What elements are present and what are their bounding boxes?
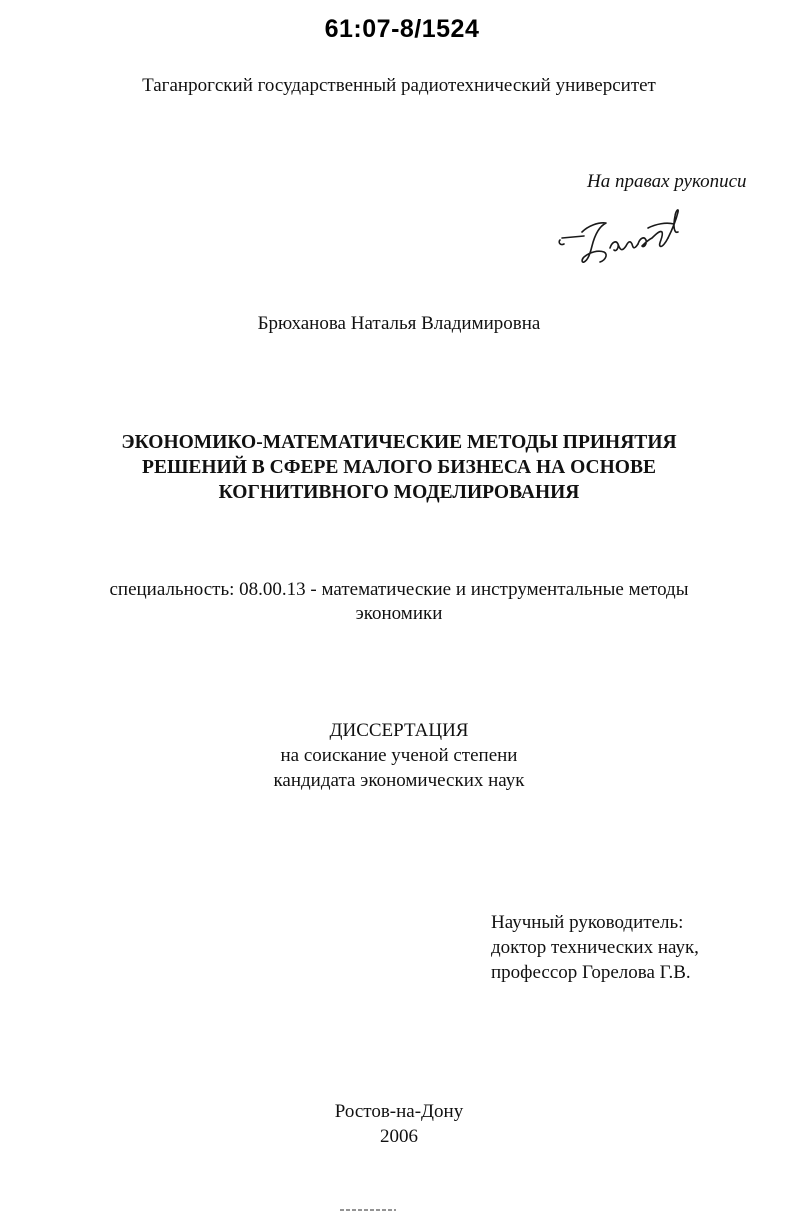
supervisor-label: Научный руководитель: [491,912,684,933]
degree-type: ДИССЕРТАЦИЯ [329,720,469,741]
handwritten-signature [548,200,698,270]
title-line: ЭКОНОМИКО-МАТЕМАТИЧЕСКИЕ МЕТОДЫ ПРИНЯТИЯ [121,432,677,453]
specialty-line: специальность: 08.00.13 - математические и инструментальные методы [109,579,689,600]
supervisor-block [491,910,699,985]
supervisor-name: профессор Горелова Г.В. [491,962,691,983]
dissertation-title [0,430,798,505]
university-name: Таганрогский государственный радиотехнический университет [142,75,656,96]
title-line: РЕШЕНИЙ В СФЕРЕ МАЛОГО БИЗНЕСА НА ОСНОВЕ [142,457,656,478]
year: 2006 [380,1126,418,1147]
degree-block [0,718,798,793]
author-name: Брюханова Наталья Владимировна [257,313,541,334]
specialty-line: экономики [355,603,443,624]
archive-code: 61:07-8/1524 [324,15,480,43]
manuscript-rights-note: На правах рукописи [587,171,747,192]
degree-line: кандидата экономических наук [273,770,525,791]
degree-line: на соискание ученой степени [280,745,518,766]
specialty-block [0,578,798,626]
city: Ростов-на-Дону [334,1101,464,1122]
supervisor-degree: доктор технических наук, [491,937,699,958]
title-line: КОГНИТИВНОГО МОДЕЛИРОВАНИЯ [218,482,580,503]
place-and-year [0,1099,798,1149]
scan-artifact-mark [338,1207,398,1213]
